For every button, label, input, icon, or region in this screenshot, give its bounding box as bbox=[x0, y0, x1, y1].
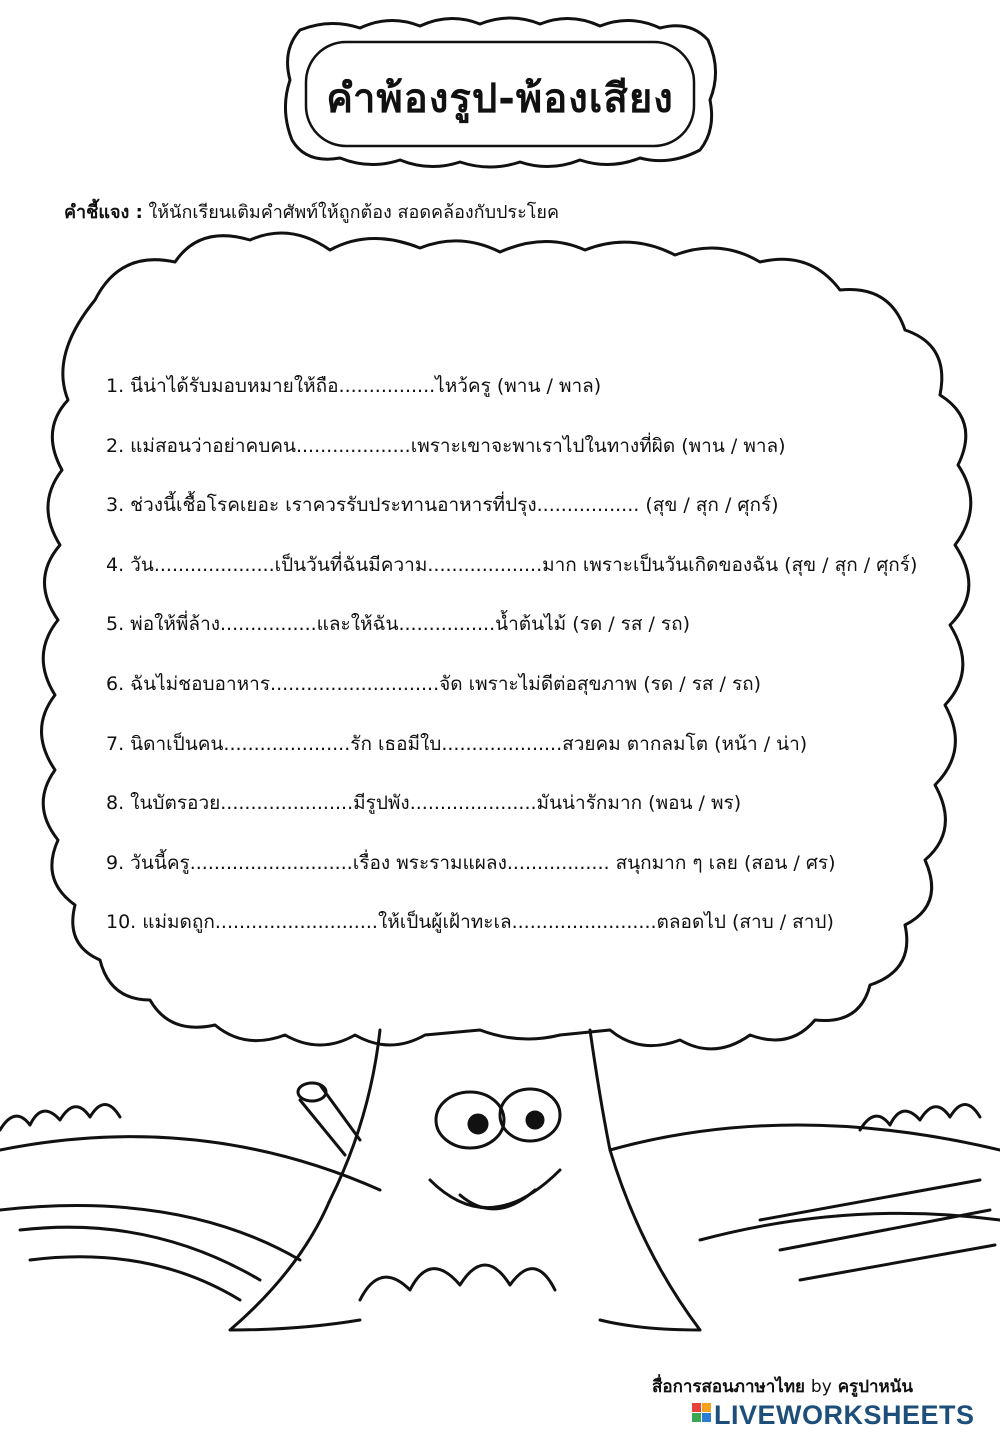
instruction-text: ให้นักเรียนเติมคำศัพท์ให้ถูกต้อง สอดคล้องกับประโยค bbox=[148, 202, 560, 223]
question-item: 1. นีน่าได้รับมอบหมายให้ถือ................ไหว้ครู (พาน / พาล) bbox=[106, 375, 602, 397]
credit-by: by bbox=[810, 1377, 832, 1397]
question-item: 8. ในบัตรอวย......................มีรูปพัง.....................มันน่ารักมาก (พอน / พร) bbox=[106, 792, 742, 815]
badge-square bbox=[692, 1403, 701, 1412]
question-list bbox=[106, 368, 917, 964]
question-item: 7. นิดาเป็นคน.....................รัก เธอมีใบ....................สวยคม ตากลมโต (หน้า / น่า) bbox=[106, 732, 808, 755]
instruction-label: คำชี้แจง : bbox=[64, 202, 143, 223]
credit-author: ครูปาหนัน bbox=[837, 1377, 913, 1397]
question-item: 5. พ่อให้พี่ล้าง................และให้ฉัน................น้ำต้นไม้ (รด / รส / รถ) bbox=[106, 613, 691, 636]
page-title: คำพ้องรูป-พ้องเสียง bbox=[326, 76, 674, 122]
badge-square bbox=[702, 1403, 711, 1412]
question-item: 10. แม่มดถูก...........................ให้เป็นผู้เฝ้าทะเล........................ตลอดไป (สาบ / สาป) bbox=[106, 911, 834, 934]
question-item: 9. วันนี้ครู...........................เรื่อง พระรามแผลง................. สนุกมาก ๆ เลย (สอน / ศร) bbox=[106, 851, 836, 874]
brand-name: LIVEWORKSHEETS bbox=[714, 1400, 975, 1430]
badge-square bbox=[702, 1413, 711, 1422]
logo-badge-icon bbox=[692, 1403, 710, 1429]
credit-line bbox=[652, 1373, 913, 1400]
question-item: 2. แม่สอนว่าอย่าคบคน...................เพราะเขาจะพาเราไปในทางที่ผิด (พาน / พาล) bbox=[106, 434, 786, 457]
question-item: 6. ฉันไม่ชอบอาหาร............................จัด เพราะไม่ดีต่อสุขภาพ (รด / รส / รถ) bbox=[106, 672, 762, 695]
liveworksheets-logo[interactable] bbox=[692, 1400, 975, 1431]
question-item: 3. ช่วงนี้เชื้อโรคเยอะ เราควรรับประทานอาหารที่ปรุง................. (สุข / สุก / ศุกร์) bbox=[106, 494, 779, 517]
credit-text: สื่อการสอนภาษาไทย bbox=[652, 1377, 805, 1397]
question-item: 4. วัน....................เป็นวันที่ฉันมีความ...................มาก เพราะเป็นวันเกิดของฉัน (สุข / สุก / ศุกร์) bbox=[106, 553, 918, 576]
badge-square bbox=[692, 1413, 701, 1422]
